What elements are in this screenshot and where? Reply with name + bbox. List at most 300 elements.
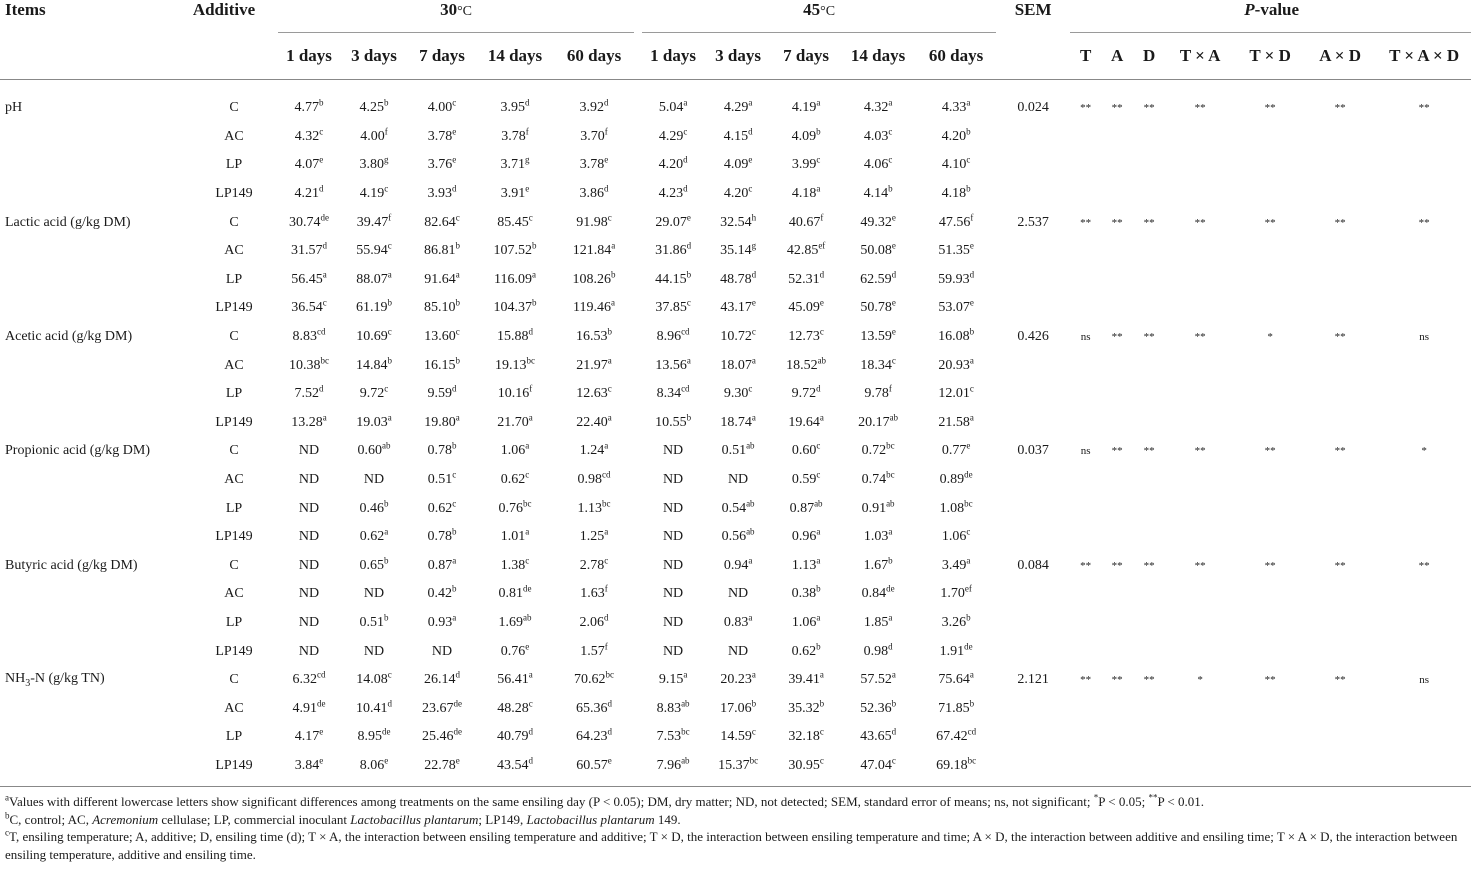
p-value: ** bbox=[1334, 331, 1346, 344]
table-row bbox=[0, 552, 1471, 581]
p-value bbox=[1133, 752, 1165, 787]
value-cell: 0.60$^c$ bbox=[791, 440, 821, 459]
value-cell: 10.41$^d$ bbox=[356, 698, 392, 716]
value-cell: 9.59$^d$ bbox=[427, 383, 457, 402]
p-value bbox=[1235, 523, 1305, 552]
value-cell: 1.08$^{bc}$ bbox=[939, 497, 973, 516]
p-value bbox=[1101, 351, 1133, 380]
header-45c-day: 60 days bbox=[916, 33, 996, 80]
p-value bbox=[1305, 609, 1375, 638]
additive-label: AC bbox=[224, 243, 244, 259]
value-cell: 65.36$^d$ bbox=[576, 698, 613, 716]
p-value bbox=[1070, 294, 1101, 323]
p-value: ** bbox=[1111, 331, 1123, 344]
value-cell: 1.03$^a$ bbox=[863, 526, 893, 545]
value-cell: 1.13$^{bc}$ bbox=[577, 497, 611, 516]
value-cell: 4.19$^a$ bbox=[791, 97, 821, 116]
value-cell: 88.07$^a$ bbox=[356, 269, 392, 287]
value-cell: 18.34$^c$ bbox=[860, 354, 896, 373]
value-cell: 7.96$^{ab}$ bbox=[642, 752, 704, 787]
p-value bbox=[1375, 266, 1471, 295]
p-value: ** bbox=[1080, 102, 1092, 115]
p-value bbox=[1305, 409, 1375, 438]
header-p-col: T bbox=[1070, 33, 1101, 80]
value-cell: 75.64$^a$ bbox=[938, 669, 974, 688]
value-cell: 10.55$^b$ bbox=[655, 412, 692, 430]
value-cell: ND bbox=[662, 443, 684, 459]
table-row bbox=[0, 323, 1471, 352]
value-cell: 0.54$^{ab}$ bbox=[721, 497, 755, 516]
p-value bbox=[1133, 580, 1165, 609]
value-cell: 4.18$^b$ bbox=[941, 183, 971, 202]
p-value bbox=[1305, 637, 1375, 666]
value-cell: 4.29$^c$ bbox=[658, 126, 688, 144]
item-label: Acetic acid (g/kg DM) bbox=[5, 329, 133, 345]
p-value bbox=[1235, 180, 1305, 209]
p-value bbox=[1101, 123, 1133, 152]
value-cell: 0.51$^{ab}$ bbox=[721, 440, 755, 459]
p-value bbox=[1375, 723, 1471, 752]
value-cell: 116.09$^a$ bbox=[494, 269, 536, 287]
item-label bbox=[0, 494, 178, 523]
p-value bbox=[1101, 266, 1133, 295]
header-temp-45: 45°C bbox=[642, 0, 996, 33]
value-cell: 1.85$^a$ bbox=[863, 612, 893, 630]
value-cell: ND bbox=[662, 643, 684, 659]
value-cell: 1.06$^c$ bbox=[941, 526, 971, 545]
p-value bbox=[1101, 752, 1133, 787]
p-value bbox=[1165, 180, 1235, 209]
p-value bbox=[1133, 723, 1165, 752]
p-value bbox=[1101, 637, 1133, 666]
value-cell: 119.46$^a$ bbox=[573, 297, 616, 316]
additive-label: C bbox=[229, 100, 239, 116]
value-cell: 10.72$^c$ bbox=[720, 326, 756, 345]
header-p-col: D bbox=[1133, 33, 1165, 80]
value-cell: 39.47$^f$ bbox=[356, 212, 392, 230]
p-value bbox=[1165, 694, 1235, 723]
p-value: * bbox=[1421, 445, 1427, 458]
value-cell: 0.42$^b$ bbox=[427, 583, 457, 602]
value-cell: 0.83$^a$ bbox=[723, 612, 753, 630]
p-value: ** bbox=[1111, 216, 1123, 229]
value-cell: 8.95de bbox=[357, 726, 391, 745]
value-cell: 13.56$^a$ bbox=[655, 354, 691, 373]
value-cell: 17.06$^b$ bbox=[720, 698, 757, 716]
p-value bbox=[1375, 637, 1471, 666]
value-cell: 49.32e bbox=[860, 212, 896, 230]
value-cell: 1.69$^{ab}$ bbox=[498, 612, 532, 630]
additive-label: LP bbox=[225, 500, 243, 516]
value-cell: 0.51$^b$ bbox=[359, 612, 389, 630]
value-cell: 13.59e bbox=[860, 326, 896, 345]
value-cell: 4.14$^b$ bbox=[863, 183, 893, 202]
p-value: ** bbox=[1111, 445, 1123, 458]
p-value: ** bbox=[1111, 102, 1123, 115]
value-cell: 4.10$^c$ bbox=[941, 154, 971, 173]
item-label bbox=[0, 409, 178, 438]
p-value bbox=[1305, 237, 1375, 266]
value-cell: ND bbox=[662, 529, 684, 545]
table-row bbox=[0, 208, 1471, 237]
value-cell: 4.17e bbox=[294, 726, 324, 745]
p-value bbox=[1070, 752, 1101, 787]
value-cell: 9.72$^c$ bbox=[359, 383, 389, 402]
value-cell: 10.69$^c$ bbox=[356, 326, 392, 345]
additive-label: LP bbox=[225, 386, 243, 402]
value-cell: 10.16$^f$ bbox=[497, 383, 533, 402]
value-cell: 8.06e bbox=[340, 752, 408, 787]
sem-value bbox=[1004, 351, 1062, 380]
p-value: ** bbox=[1334, 216, 1346, 229]
p-value: ** bbox=[1194, 331, 1206, 344]
value-cell: 3.84e bbox=[278, 752, 340, 787]
p-value bbox=[1305, 151, 1375, 180]
p-value bbox=[1305, 180, 1375, 209]
header-pvalue: P-value bbox=[1070, 0, 1471, 33]
value-cell: 4.09$^b$ bbox=[791, 126, 821, 144]
header-30c-day: 7 days bbox=[408, 33, 476, 80]
additive-label: C bbox=[229, 443, 239, 459]
value-cell: 4.19$^c$ bbox=[359, 183, 389, 202]
p-value bbox=[1070, 723, 1101, 752]
p-value: * bbox=[1267, 331, 1273, 344]
p-value bbox=[1165, 266, 1235, 295]
value-cell: 0.62$^c$ bbox=[500, 469, 530, 488]
p-value bbox=[1235, 237, 1305, 266]
p-value bbox=[1375, 494, 1471, 523]
value-cell: 13.28$^a$ bbox=[291, 412, 327, 430]
value-cell: 30.95$^c$ bbox=[772, 752, 840, 787]
value-cell: 3.95$^d$ bbox=[500, 97, 530, 116]
value-cell: 50.78e bbox=[860, 297, 896, 316]
value-cell: 9.15$^a$ bbox=[658, 669, 688, 688]
value-cell: 22.40$^a$ bbox=[576, 412, 612, 430]
p-value bbox=[1070, 580, 1101, 609]
sem-value bbox=[1004, 723, 1062, 752]
p-value: ** bbox=[1194, 445, 1206, 458]
value-cell: 21.97$^a$ bbox=[576, 354, 612, 373]
value-cell: 18.52$^{ab}$ bbox=[786, 354, 827, 373]
value-cell: 40.79$^d$ bbox=[497, 726, 533, 745]
table-row bbox=[0, 380, 1471, 409]
table-row bbox=[0, 666, 1471, 695]
sem-value bbox=[1004, 380, 1062, 409]
p-value bbox=[1101, 380, 1133, 409]
p-value bbox=[1070, 351, 1101, 380]
table-row bbox=[0, 523, 1471, 552]
sem-value bbox=[1004, 609, 1062, 638]
value-cell: 1.01$^a$ bbox=[500, 526, 530, 545]
p-value: ns bbox=[1419, 674, 1430, 687]
additive-label: LP149 bbox=[215, 186, 253, 202]
sem-value bbox=[1004, 266, 1062, 295]
p-value: ** bbox=[1143, 445, 1155, 458]
value-cell: 56.45$^a$ bbox=[291, 269, 327, 287]
p-value bbox=[1165, 123, 1235, 152]
value-cell: 3.76e bbox=[427, 154, 457, 173]
table-row bbox=[0, 580, 1471, 609]
value-cell: 64.23$^d$ bbox=[576, 726, 613, 745]
value-cell: 7.53$^{bc}$ bbox=[656, 726, 690, 745]
value-cell: ND bbox=[662, 586, 684, 602]
p-value: ** bbox=[1264, 559, 1276, 572]
additive-label: AC bbox=[224, 472, 244, 488]
value-cell: ND bbox=[727, 472, 749, 488]
p-value: ** bbox=[1143, 216, 1155, 229]
additive-label: LP149 bbox=[215, 529, 253, 545]
p-value bbox=[1235, 123, 1305, 152]
item-label bbox=[0, 609, 178, 638]
value-cell: 4.00$^f$ bbox=[360, 126, 388, 144]
value-cell: 0.94$^a$ bbox=[723, 555, 753, 573]
value-cell: 0.81de bbox=[498, 583, 532, 602]
value-cell: 52.36$^b$ bbox=[860, 698, 897, 716]
p-value bbox=[1101, 523, 1133, 552]
p-value bbox=[1133, 637, 1165, 666]
value-cell: 85.10$^b$ bbox=[424, 297, 460, 316]
value-cell: 3.99$^c$ bbox=[791, 154, 821, 173]
value-cell: 29.07e bbox=[655, 212, 691, 230]
p-value: ** bbox=[1194, 216, 1206, 229]
p-value bbox=[1305, 694, 1375, 723]
additive-label: LP149 bbox=[215, 643, 253, 659]
value-cell: 2.78$^c$ bbox=[579, 555, 609, 573]
header-p-col: A × D bbox=[1305, 33, 1375, 80]
p-value bbox=[1235, 351, 1305, 380]
value-cell: ND bbox=[298, 586, 320, 602]
table-row bbox=[0, 409, 1471, 438]
value-cell: 48.78$^d$ bbox=[720, 269, 757, 287]
p-value bbox=[1070, 151, 1101, 180]
p-value bbox=[1070, 637, 1101, 666]
value-cell: 16.53$^b$ bbox=[576, 326, 613, 345]
value-cell: 5.04$^a$ bbox=[658, 97, 688, 116]
sem-value bbox=[1004, 752, 1062, 787]
p-value bbox=[1375, 523, 1471, 552]
p-value bbox=[1375, 180, 1471, 209]
value-cell: 0.74$^{bc}$ bbox=[861, 469, 895, 488]
item-label bbox=[0, 351, 178, 380]
value-cell: 43.17e bbox=[720, 297, 756, 316]
value-cell: 35.32$^b$ bbox=[788, 698, 825, 716]
p-value bbox=[1101, 494, 1133, 523]
additive-label: LP149 bbox=[178, 752, 270, 787]
value-cell: 4.20$^b$ bbox=[941, 126, 971, 144]
sem-value bbox=[1004, 123, 1062, 152]
header-45c-day: 14 days bbox=[840, 33, 916, 80]
p-value: ** bbox=[1264, 674, 1276, 687]
value-cell: 0.60$^{ab}$ bbox=[357, 440, 391, 459]
table-row bbox=[0, 151, 1471, 180]
p-value bbox=[1165, 752, 1235, 787]
value-cell: 1.06$^a$ bbox=[500, 440, 530, 459]
value-cell: 0.76e bbox=[500, 640, 530, 659]
p-value bbox=[1070, 380, 1101, 409]
value-cell: 0.78$^b$ bbox=[427, 440, 457, 459]
header-p-col: T × D bbox=[1235, 33, 1305, 80]
sem-value: 2.121 bbox=[1017, 672, 1049, 688]
value-cell: 1.13$^a$ bbox=[791, 555, 821, 573]
p-value bbox=[1305, 723, 1375, 752]
p-value bbox=[1070, 180, 1101, 209]
value-cell: 4.03$^c$ bbox=[863, 126, 893, 144]
value-cell: ND bbox=[363, 472, 385, 488]
additive-label: AC bbox=[224, 357, 244, 373]
p-value bbox=[1070, 609, 1101, 638]
p-value bbox=[1133, 466, 1165, 495]
value-cell: 3.78$^f$ bbox=[501, 126, 529, 144]
p-value bbox=[1305, 351, 1375, 380]
header-items: Items bbox=[5, 0, 46, 19]
value-cell: 10.38$^{bc}$ bbox=[289, 354, 329, 373]
value-cell: 12.73$^c$ bbox=[788, 326, 824, 345]
value-cell: 3.86$^d$ bbox=[579, 183, 609, 202]
value-cell: 71.85$^b$ bbox=[938, 698, 975, 716]
additive-label: LP149 bbox=[215, 300, 253, 316]
value-cell: 43.65$^d$ bbox=[860, 726, 897, 745]
item-label: Lactic acid (g/kg DM) bbox=[5, 214, 131, 230]
header-sem: SEM bbox=[1014, 0, 1052, 19]
value-cell: 32.18$^c$ bbox=[788, 726, 824, 745]
sem-value: 0.037 bbox=[1017, 443, 1049, 459]
value-cell: 4.20$^c$ bbox=[723, 183, 753, 202]
table-row bbox=[0, 180, 1471, 209]
value-cell: 53.07e bbox=[938, 297, 974, 316]
sem-value bbox=[1004, 523, 1062, 552]
value-cell: ND bbox=[298, 643, 320, 659]
additive-label: C bbox=[229, 672, 239, 688]
p-value: ** bbox=[1334, 102, 1346, 115]
value-cell: 12.63$^c$ bbox=[576, 383, 612, 402]
p-value bbox=[1101, 723, 1133, 752]
additive-label: C bbox=[229, 214, 239, 230]
value-cell: 22.78e bbox=[408, 752, 476, 787]
header-p-col: A bbox=[1101, 33, 1133, 80]
value-cell: 32.54$^h$ bbox=[720, 212, 757, 230]
value-cell: 0.46$^b$ bbox=[359, 497, 389, 516]
value-cell: 4.09e bbox=[723, 154, 753, 173]
value-cell: 4.91de bbox=[292, 698, 326, 716]
p-value: ** bbox=[1264, 216, 1276, 229]
p-value bbox=[1165, 380, 1235, 409]
value-cell: 0.98$^{cd}$ bbox=[577, 469, 611, 488]
item-label: pH bbox=[5, 100, 23, 116]
value-cell: 3.92$^d$ bbox=[579, 97, 609, 116]
value-cell: 0.76$^{bc}$ bbox=[498, 497, 532, 516]
item-label bbox=[0, 580, 178, 609]
p-value bbox=[1235, 694, 1305, 723]
p-value: ** bbox=[1080, 559, 1092, 572]
p-value bbox=[1101, 409, 1133, 438]
value-cell: 0.84de bbox=[861, 583, 895, 602]
p-value bbox=[1133, 180, 1165, 209]
value-cell: 0.65$^b$ bbox=[359, 555, 389, 573]
table-row bbox=[0, 266, 1471, 295]
p-value: ns bbox=[1419, 331, 1430, 344]
value-cell: 86.81$^b$ bbox=[424, 240, 460, 259]
p-value: ** bbox=[1143, 559, 1155, 572]
value-cell: 4.25$^b$ bbox=[359, 97, 389, 116]
value-cell: 20.23$^a$ bbox=[720, 669, 756, 688]
value-cell: 60.57e bbox=[554, 752, 634, 787]
value-cell: 91.98$^c$ bbox=[576, 212, 612, 230]
sem-value bbox=[1004, 409, 1062, 438]
p-value: ** bbox=[1143, 331, 1155, 344]
p-value bbox=[1101, 151, 1133, 180]
item-label bbox=[0, 151, 178, 180]
p-value bbox=[1070, 494, 1101, 523]
value-cell: 0.96$^a$ bbox=[791, 526, 821, 545]
value-cell: 21.70$^a$ bbox=[497, 412, 533, 430]
value-cell: ND bbox=[298, 472, 320, 488]
value-cell: 18.07$^a$ bbox=[720, 354, 756, 373]
value-cell: 4.77$^b$ bbox=[294, 97, 324, 116]
p-value bbox=[1101, 180, 1133, 209]
value-cell: 0.78$^b$ bbox=[427, 526, 457, 545]
value-cell: 3.93$^d$ bbox=[427, 183, 457, 202]
value-cell: 51.35e bbox=[938, 240, 974, 259]
value-cell: 52.31$^d$ bbox=[788, 269, 825, 287]
sem-value: 0.024 bbox=[1017, 100, 1049, 116]
p-value: ** bbox=[1334, 445, 1346, 458]
value-cell: 26.14$^d$ bbox=[424, 669, 460, 688]
header-temp-30: 30°C bbox=[278, 0, 634, 33]
value-cell: 4.07e bbox=[294, 154, 324, 173]
p-value bbox=[1101, 580, 1133, 609]
value-cell: 31.57$^d$ bbox=[291, 240, 327, 259]
p-value bbox=[1133, 494, 1165, 523]
sem-value bbox=[1004, 494, 1062, 523]
value-cell: 42.85$^{ef}$ bbox=[786, 240, 826, 259]
value-cell: ND bbox=[298, 557, 320, 573]
p-value: ** bbox=[1080, 674, 1092, 687]
value-cell: 107.52$^b$ bbox=[493, 240, 537, 259]
table-row bbox=[0, 609, 1471, 638]
value-cell: 31.86$^d$ bbox=[655, 240, 692, 259]
value-cell: 6.32$^{cd}$ bbox=[292, 669, 326, 688]
p-value bbox=[1165, 294, 1235, 323]
p-value bbox=[1235, 294, 1305, 323]
table-row bbox=[0, 752, 1471, 787]
p-value bbox=[1070, 123, 1101, 152]
p-value bbox=[1235, 494, 1305, 523]
value-cell: 15.88$^d$ bbox=[497, 326, 533, 345]
p-value bbox=[1165, 494, 1235, 523]
p-value bbox=[1070, 466, 1101, 495]
value-cell: 8.83$^{cd}$ bbox=[292, 326, 326, 345]
header-additive: Additive bbox=[192, 0, 256, 19]
header-45c-day: 1 days bbox=[642, 33, 704, 80]
value-cell: 23.67de bbox=[422, 698, 462, 716]
value-cell: ND bbox=[298, 614, 320, 630]
p-value bbox=[1235, 609, 1305, 638]
value-cell: 61.19$^b$ bbox=[356, 297, 392, 316]
p-value bbox=[1133, 523, 1165, 552]
value-cell: 57.52$^a$ bbox=[860, 669, 896, 688]
footnotes bbox=[5, 793, 1467, 863]
table-row bbox=[0, 123, 1471, 152]
value-cell: 1.63$^f$ bbox=[580, 583, 608, 602]
p-value bbox=[1375, 694, 1471, 723]
value-cell: 0.51$^c$ bbox=[427, 469, 457, 488]
header-45c-day: 7 days bbox=[772, 33, 840, 80]
sem-value bbox=[1004, 466, 1062, 495]
value-cell: 0.62$^b$ bbox=[791, 640, 821, 659]
p-value bbox=[1235, 151, 1305, 180]
p-value: ** bbox=[1418, 216, 1430, 229]
value-cell: 1.70$^{ef}$ bbox=[940, 583, 972, 602]
